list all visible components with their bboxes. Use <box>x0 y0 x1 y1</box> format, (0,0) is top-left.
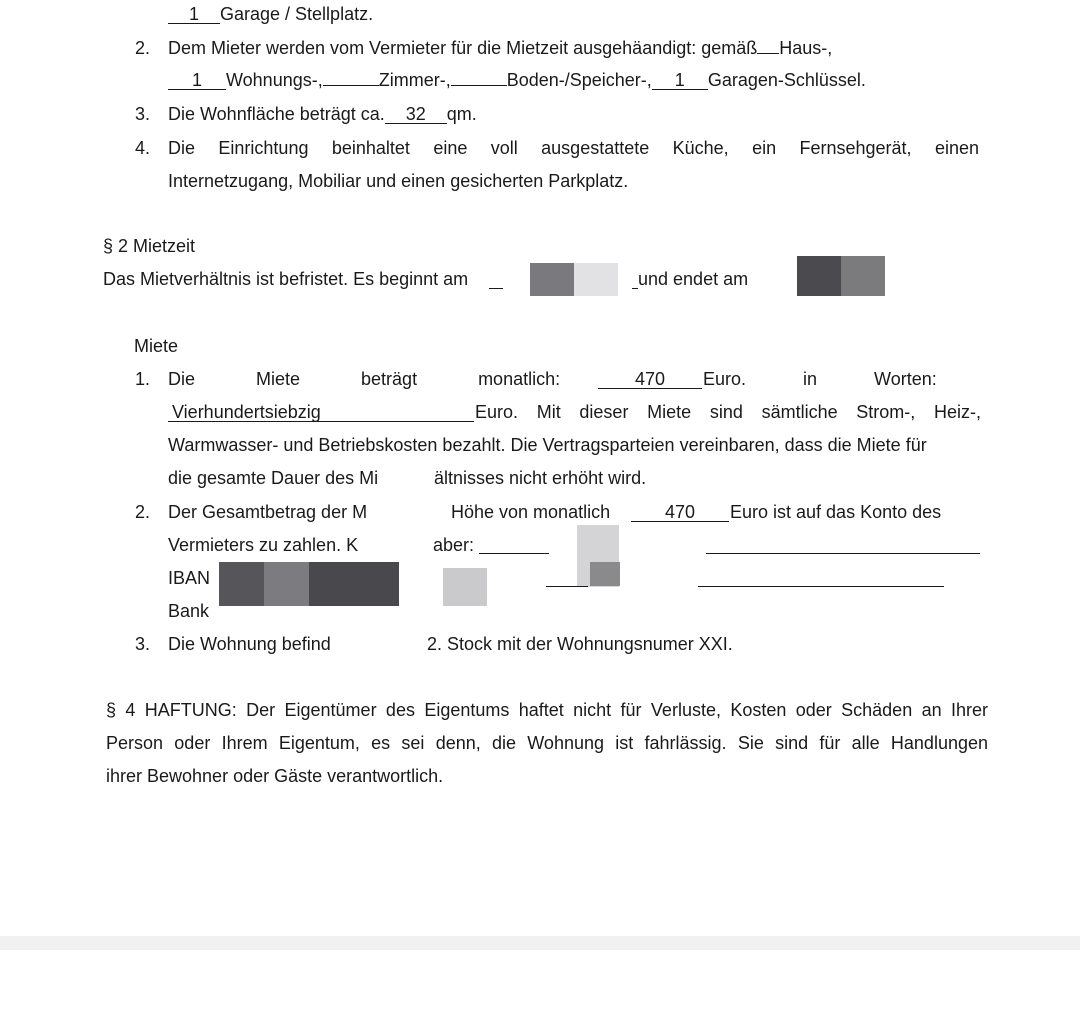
redacted-end-date <box>797 256 885 296</box>
monthly-amount-line <box>631 501 729 523</box>
mietzeit-begin-text: Das Mietverhältnis ist befristet. Es beginnt am <box>103 269 469 289</box>
section4-line2: Person oder Ihrem Eigentum, es sei denn, die Wohnung ist fahrlässig. Sie sind für alle Handlungen <box>106 733 988 753</box>
boden-blank <box>451 85 507 86</box>
bic-underline <box>546 586 588 587</box>
zimmer-label: Zimmer-, <box>378 70 451 90</box>
miete-item1-line4a: die gesamte Dauer des Mi <box>168 468 379 488</box>
haus-label: Haus-, <box>779 38 833 58</box>
area-text: Die Wohnfläche beträgt ca. <box>168 104 385 124</box>
account-holder-underline <box>479 553 549 554</box>
miete-title: Miete <box>134 336 179 356</box>
garagen-label: Garagen-Schlüssel. <box>707 70 866 90</box>
miete-item1-line2-rest: Euro. Mit dieser Miete sind sämtliche Strom-, Heiz-, <box>475 402 981 422</box>
miete-item2-line1a: Der Gesamtbetrag der M <box>168 502 368 522</box>
monthly-amount: 470 <box>631 503 729 522</box>
section2-text-mid: und endet am <box>638 269 749 289</box>
miete-item3-text-a: Die Wohnung befind <box>168 634 331 654</box>
miete-item1-line2 <box>168 401 474 423</box>
item2-line1-text: Dem Mieter werden vom Vermieter für die Mietzeit ausgehäandigt: gemäß <box>168 38 758 58</box>
item4-line2: Internetzugang, Mobiliar und einen gesicherten Parkplatz. <box>168 171 629 191</box>
garage-count: 1 <box>168 5 220 24</box>
haus-blank <box>757 53 779 54</box>
rent-amount: 470 <box>598 370 702 389</box>
rent-in-words: Vierhundertsiebzig <box>168 403 474 422</box>
garagen-count: 1 <box>652 71 708 90</box>
item2-line1 <box>168 37 832 59</box>
rent-amount-line <box>598 368 702 390</box>
bank-label: Bank <box>168 601 210 621</box>
miete-item2-line1b: Höhe von monatlich <box>451 502 611 522</box>
section4-line1: § 4 HAFTUNG: Der Eigentümer des Eigentums haftet nicht für Verluste, Kosten oder Schäden an Ihrer <box>106 700 988 720</box>
begin-date-underline <box>489 288 503 289</box>
rent-label: Die Miete beträgt monatlich: <box>168 369 561 389</box>
wohnungs-count: 1 <box>168 71 226 90</box>
item4-line1: Die Einrichtung beinhaltet eine voll ausgestattete Küche, ein Fernsehgerät, einen <box>168 138 979 158</box>
redacted-bic <box>590 562 620 586</box>
wohnungs-label: Wohnungs-, <box>226 70 323 90</box>
miete-item3-number: 3. <box>135 634 151 654</box>
section4-line3: ihrer Bewohner oder Gäste verantwortlich. <box>106 766 444 786</box>
miete-item1-line1 <box>168 368 560 390</box>
garage-text: Garage / Stellplatz. <box>220 4 374 24</box>
zimmer-blank <box>323 85 379 86</box>
iban-label: IBAN <box>168 568 211 588</box>
item4-number: 4. <box>135 138 151 158</box>
redacted-begin-date <box>518 263 618 296</box>
bic-underline-right <box>698 586 944 587</box>
redacted-fragment-2 <box>352 628 422 654</box>
item3-number: 3. <box>135 104 151 124</box>
rent-euro-label: Euro. in Worten: <box>703 369 937 389</box>
miete-item2-number: 2. <box>135 502 151 522</box>
miete-item1-line4b: ältnisses nicht erhöht wird. <box>434 468 647 488</box>
page-bottom-band <box>0 936 1080 950</box>
boden-label: Boden-/Speicher-, <box>506 70 652 90</box>
garage-line <box>168 3 373 25</box>
redacted-iban-fragment <box>443 568 487 606</box>
section2-text-pre <box>103 268 468 290</box>
item2-number: 2. <box>135 38 151 58</box>
section2-title: § 2 Mietzeit <box>103 236 196 256</box>
item3-line <box>168 103 477 125</box>
miete-item1-line3: Warmwasser- und Betriebskosten bezahlt. Die Vertragsparteien vereinbaren, dass die Miete für <box>168 435 927 455</box>
account-holder-underline-right <box>706 553 980 554</box>
area-unit: qm. <box>446 104 477 124</box>
miete-item3-text-b: 2. Stock mit der Wohnungsnumer XXI. <box>427 634 733 654</box>
miete-item2-line2a: Vermieters zu zahlen. K <box>168 535 359 555</box>
miete-item1-number: 1. <box>135 369 151 389</box>
miete-item2-line1c: Euro ist auf das Konto des <box>730 502 942 522</box>
miete-item2-line2b: aber: <box>433 535 475 555</box>
redacted-fragment-1 <box>388 462 432 488</box>
redacted-iban <box>219 562 399 606</box>
area-value: 32 <box>385 105 447 124</box>
item2-line2 <box>168 69 866 91</box>
